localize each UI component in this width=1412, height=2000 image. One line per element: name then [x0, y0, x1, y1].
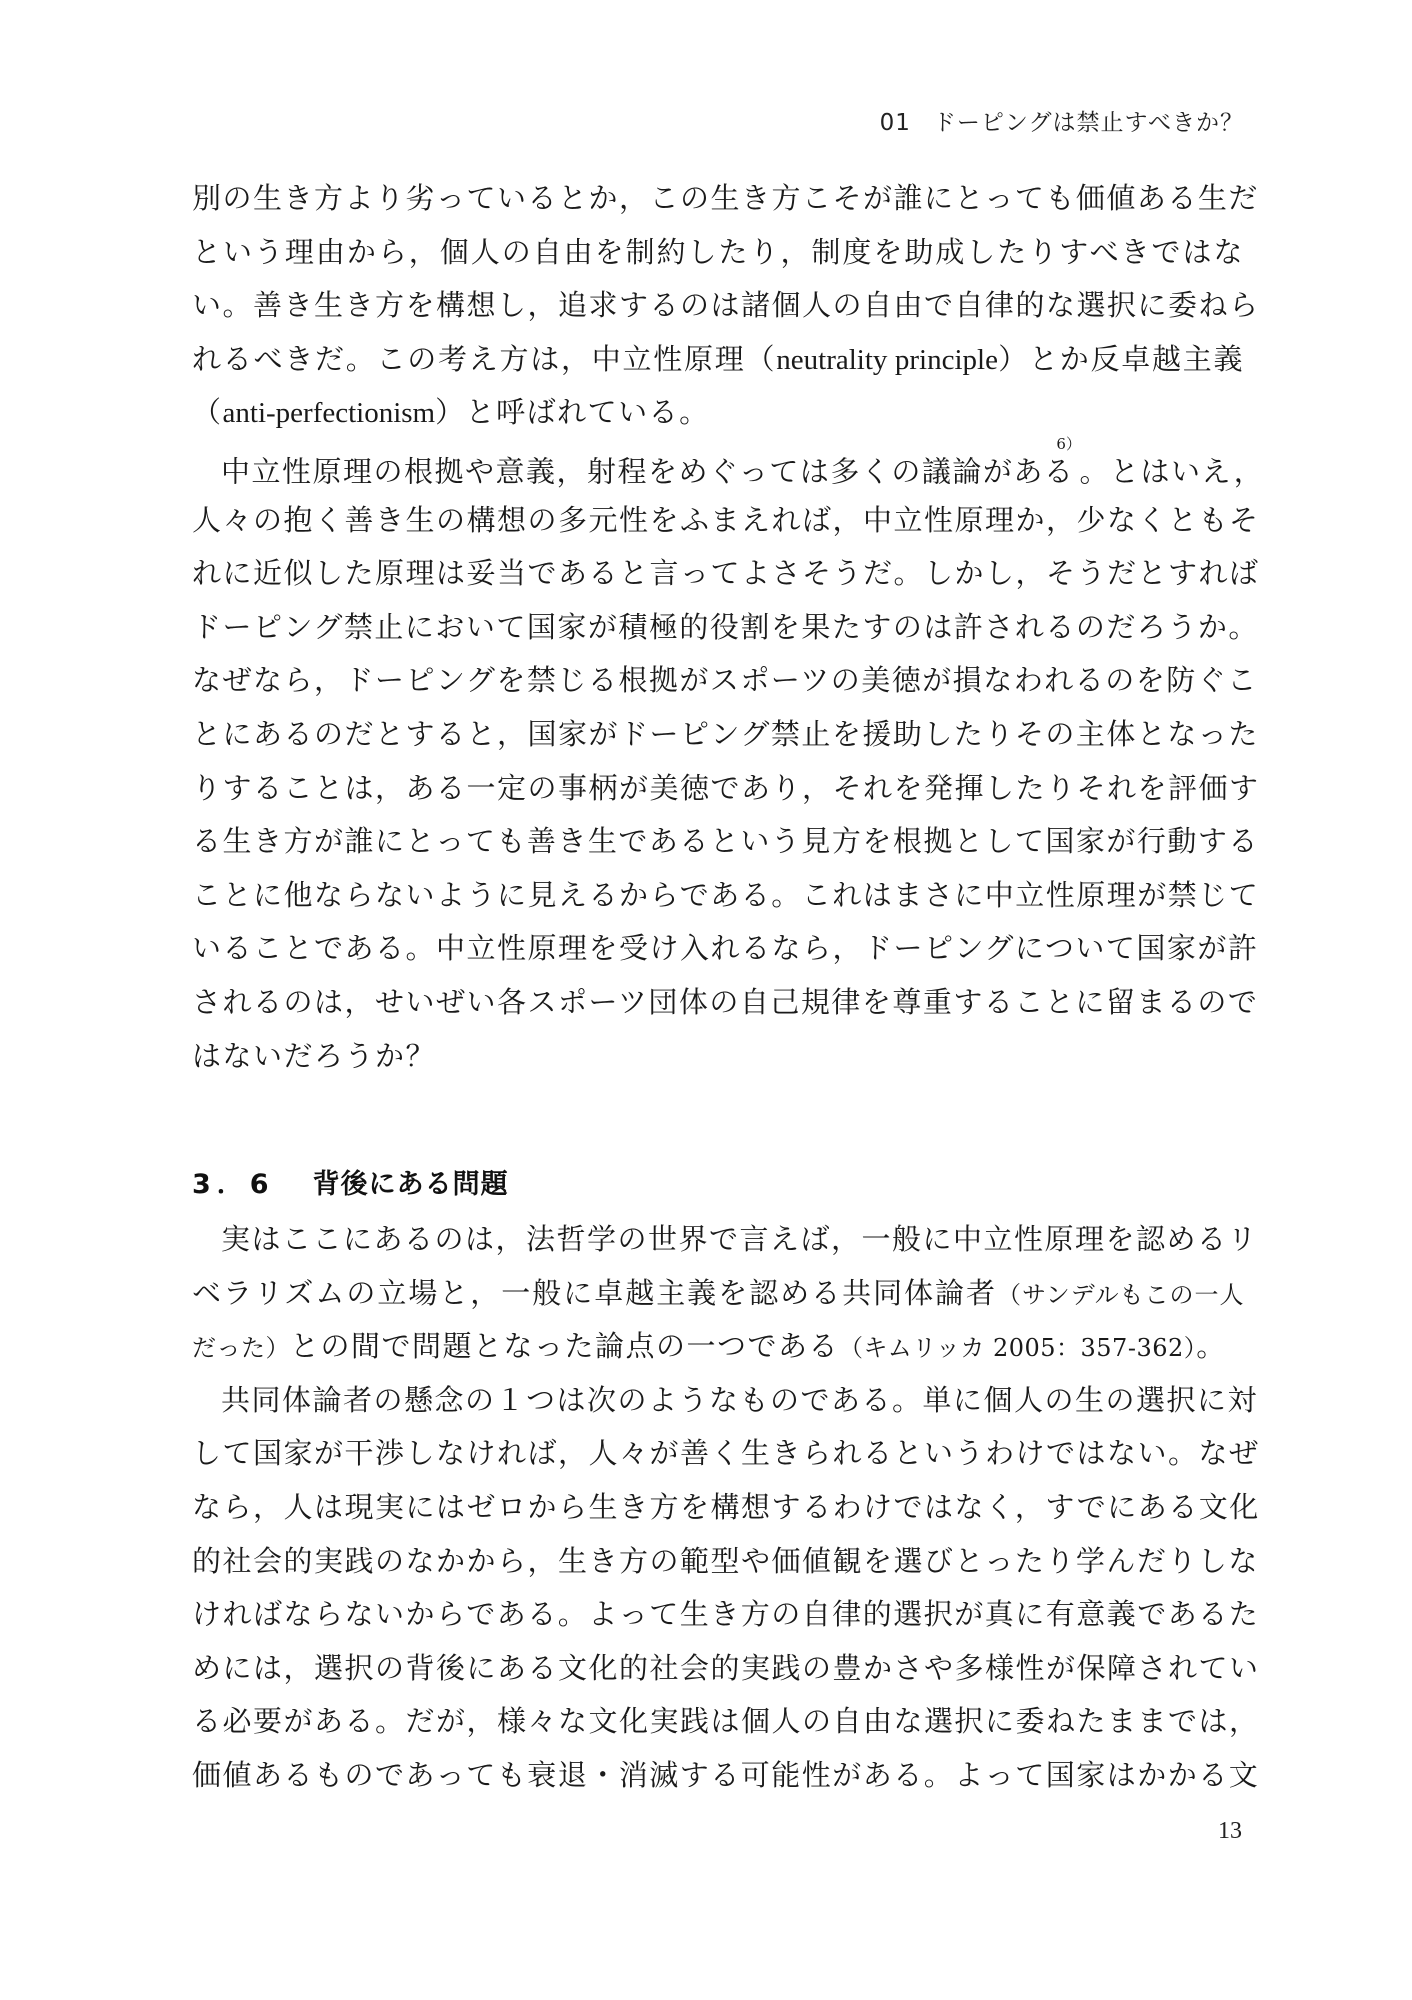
- text-segment: れるべきだ。この考え方は，中立性原理（: [192, 341, 777, 376]
- running-header: [880, 104, 1244, 137]
- text-segment: ）と呼ばれている。: [435, 395, 710, 430]
- text-line: 人々の抱く善き生の構想の多元性をふまえれば，中立性原理か，少なくともそ: [192, 502, 1260, 537]
- citation: （キムリッカ 2005：357-362）: [839, 1334, 1197, 1363]
- text-line: はないだろうか？: [192, 1038, 437, 1073]
- text-line: なら，人は現実にはゼロから生き方を構想するわけではなく，すでにある文化: [192, 1489, 1260, 1524]
- page-number: 13: [1218, 1818, 1242, 1844]
- text-line: [192, 1267, 1244, 1321]
- text-line: めには，選択の背後にある文化的社会的実践の豊かさや多様性が保障されてい: [192, 1650, 1260, 1685]
- chapter-number: 01: [879, 110, 911, 136]
- text-line: る必要がある。だが，様々な文化実践は個人の自由な選択に委ねたままでは，: [192, 1704, 1260, 1739]
- text-line: [192, 386, 1244, 440]
- text-line: ことに他ならないように見えるからである。これはまさに中立性原理が禁じて: [192, 877, 1260, 912]
- text-line: されるのは，せいぜい各スポーツ団体の自己規律を尊重することに留まるので: [192, 984, 1259, 1019]
- text-segment: だった）: [192, 1334, 290, 1363]
- text-line: 的社会的実践のなかから，生き方の範型や価値観を選びとったり学んだりしな: [192, 1543, 1259, 1578]
- text-line: い。善き生き方を構想し，追求するのは諸個人の自由で自律的な選択に委ねら: [192, 288, 1260, 323]
- text-line: りすることは，ある一定の事柄が美徳であり，それを発揮したりそれを評価す: [192, 770, 1260, 805]
- section-number: 3．6: [192, 1169, 275, 1200]
- text-segment: （: [192, 395, 223, 430]
- text-line: [192, 333, 1244, 387]
- text-line: いることである。中立性原理を受け入れるなら，ドーピングについて国家が許: [192, 931, 1259, 966]
- text-segment: （サンデルもこの一人: [997, 1280, 1244, 1309]
- text-line: ければならないからである。よって生き方の自律的選択が真に有意義であるた: [192, 1597, 1260, 1632]
- text-line: なぜなら，ドーピングを禁じる根拠がスポーツの美徳が損なわれるのを防ぐこ: [192, 663, 1258, 698]
- text-line: して国家が干渉しなければ，人々が善く生きられるというわけではない。なぜ: [192, 1436, 1260, 1471]
- section-title: 背後にある問題: [312, 1169, 509, 1200]
- text-line: ドーピング禁止において国家が積極的役割を果たすのは許されるのだろうか。: [192, 609, 1259, 644]
- body-text-lower: [192, 1213, 1260, 1803]
- text-segment: ）とか反卓越主義: [997, 341, 1244, 376]
- text-line: 共同体論者の懸念の１つは次のようなものである。単に個人の生の選択に対: [221, 1382, 1259, 1417]
- body-text-upper: [192, 172, 1265, 1083]
- text-line: 別の生き方より劣っているとか，この生き方こそが誰にとっても価値ある生だ: [192, 181, 1259, 215]
- text-line: [192, 1320, 1244, 1374]
- chapter-title: ドーピングは禁止すべきか？: [932, 110, 1244, 136]
- text-line: 実はここにあるのは，法哲学の世界で言えば，一般に中立性原理を認めるリ: [221, 1222, 1259, 1256]
- term-anti-perfectionism: anti-perfectionism: [222, 397, 436, 430]
- footnote-marker: 6）: [1056, 434, 1074, 453]
- text-segment: 中立性原理の根拠や意義，射程をめぐっては多くの議論がある: [221, 454, 1075, 489]
- text-line: る生き方が誰にとっても善き生であるという見方を根拠として国家が行動する: [192, 824, 1259, 859]
- text-segment: 。: [1196, 1329, 1227, 1364]
- text-segment: との間で問題となった論点の一つである: [290, 1329, 840, 1364]
- text-line: とにあるのだとすると，国家がドーピング禁止を援助したりその主体となった: [192, 716, 1259, 751]
- text-line: れに近似した原理は妥当であると言ってよさそうだ。しかし，そうだとすれば: [192, 556, 1260, 591]
- term-neutrality-principle: neutrality principle: [776, 343, 998, 376]
- section-heading: [192, 1162, 509, 1201]
- text-line: 価値あるものであっても衰退・消滅する可能性がある。よって国家はかかる文: [192, 1757, 1260, 1792]
- text-segment: 。とはいえ，: [1079, 454, 1265, 489]
- text-line: という理由から，個人の自由を制約したり，制度を助成したりすべきではな: [192, 234, 1244, 269]
- text-segment: ベラリズムの立場と，一般に卓越主義を認める共同体論者: [192, 1275, 998, 1310]
- text-line: [192, 434, 1265, 494]
